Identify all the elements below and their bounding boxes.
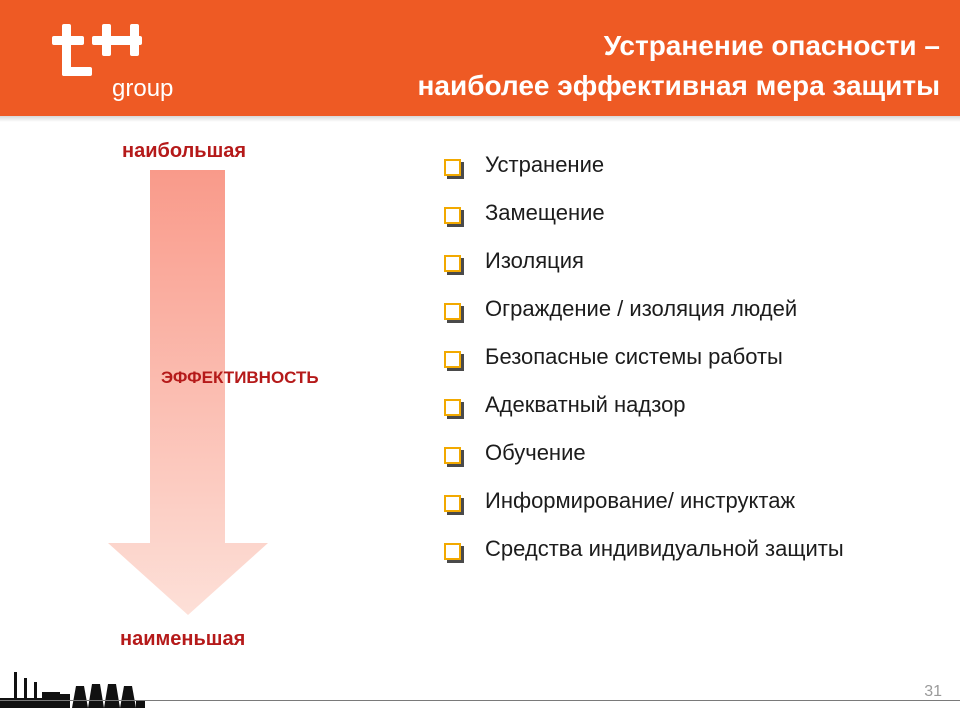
title-line-1: Устранение опасности – xyxy=(603,30,940,61)
footer-divider xyxy=(0,700,960,701)
page-number: 31 xyxy=(924,683,942,700)
list-item-label: Безопасные системы работы xyxy=(485,344,783,369)
list-item xyxy=(444,152,904,178)
page-title xyxy=(240,26,940,106)
protection-measures-list xyxy=(444,152,904,584)
title-line-2: наиболее эффективная мера защиты xyxy=(417,70,940,101)
checkbox-bullet-icon xyxy=(444,255,461,272)
list-item-label: Замещение xyxy=(485,200,605,225)
checkbox-bullet-icon xyxy=(444,159,461,176)
checkbox-bullet-icon xyxy=(444,495,461,512)
list-item xyxy=(444,536,904,562)
list-item xyxy=(444,392,904,418)
list-item-label: Адекватный надзор xyxy=(485,392,686,417)
list-item xyxy=(444,248,904,274)
logo-text: group xyxy=(112,75,174,102)
list-item-label: Средства индивидуальной защиты xyxy=(485,536,844,561)
industrial-skyline-icon xyxy=(0,664,145,708)
checkbox-bullet-icon xyxy=(444,351,461,368)
list-item xyxy=(444,344,904,370)
list-item xyxy=(444,440,904,466)
list-item-label: Информирование/ инструктаж xyxy=(485,488,796,513)
list-item-label: Изоляция xyxy=(485,248,584,273)
checkbox-bullet-icon xyxy=(444,447,461,464)
list-item-label: Обучение xyxy=(485,440,586,465)
list-item-label: Устранение xyxy=(485,152,605,177)
list-item-label: Ограждение / изоляция людей xyxy=(485,296,798,321)
header-divider xyxy=(0,116,960,122)
list-item xyxy=(444,200,904,226)
company-logo xyxy=(52,24,192,104)
list-item xyxy=(444,296,904,322)
arrow-label-highest: наибольшая xyxy=(122,140,247,162)
list-item xyxy=(444,488,904,514)
checkbox-bullet-icon xyxy=(444,399,461,416)
effectiveness-arrow xyxy=(100,170,280,620)
arrow-label-effectiveness: ЭФФЕКТИВНОСТЬ xyxy=(161,368,319,387)
checkbox-bullet-icon xyxy=(444,207,461,224)
arrow-label-lowest: наименьшая xyxy=(120,628,246,650)
checkbox-bullet-icon xyxy=(444,543,461,560)
checkbox-bullet-icon xyxy=(444,303,461,320)
